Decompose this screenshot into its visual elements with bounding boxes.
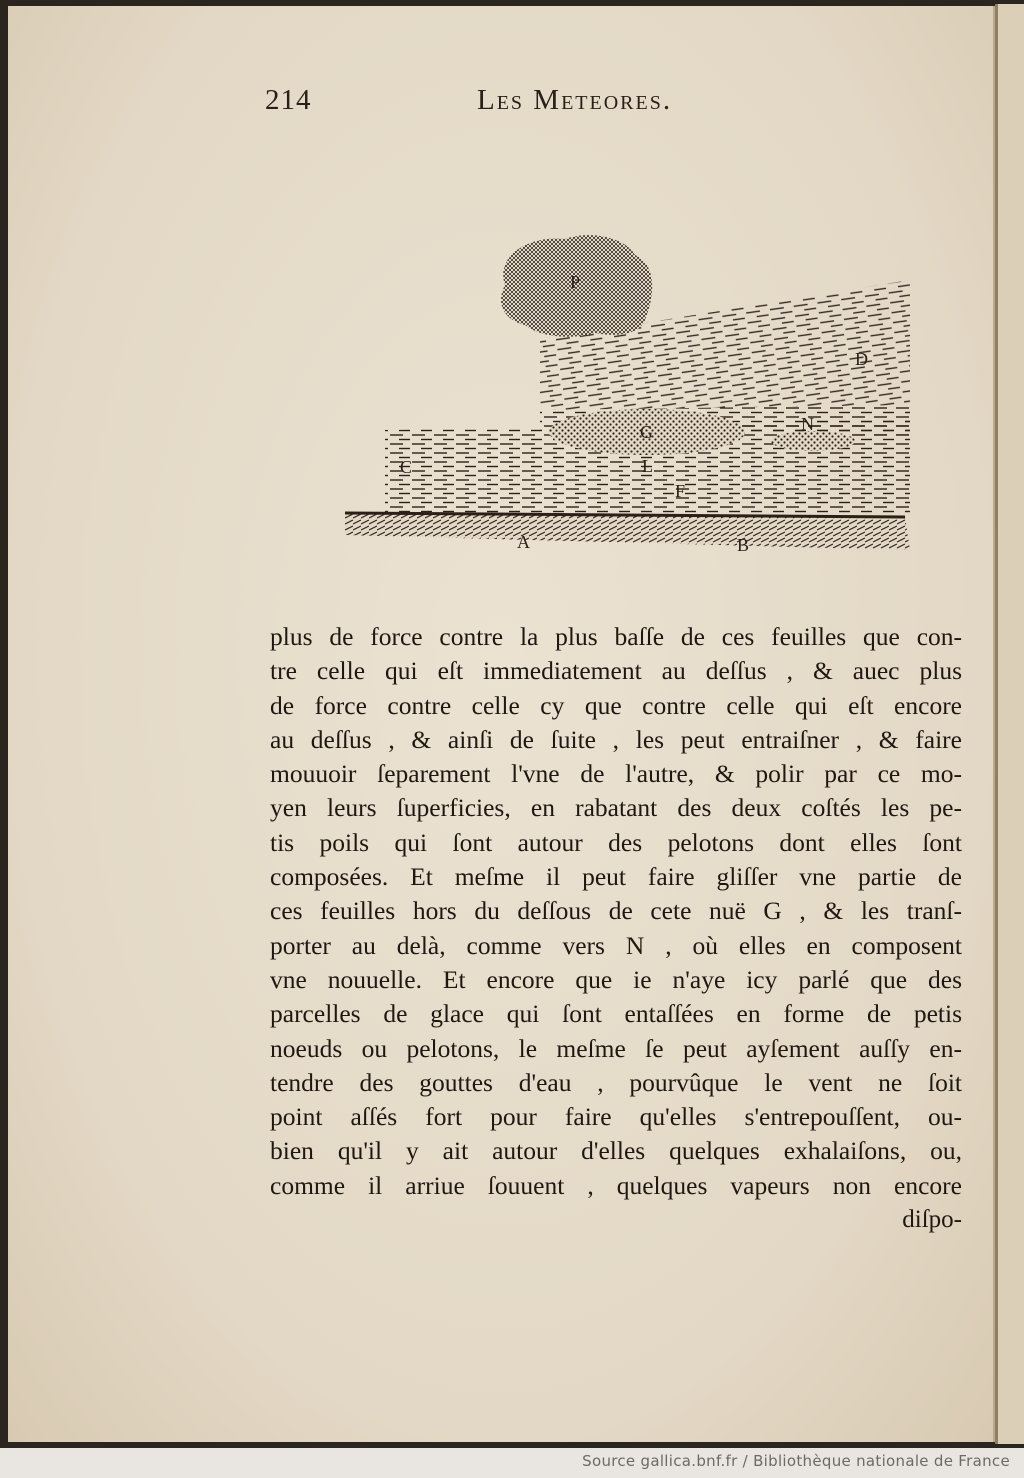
text-line: noeuds ou pelotons, le meſme ſe peut ayſement auſſy en- (270, 1033, 962, 1063)
text-line: parcelles de glace qui ſont entaſſées en forme de petis (270, 999, 962, 1029)
text-line: yen leurs ſuperficies, en rabatant des deux coſtés les pe- (270, 793, 962, 823)
label-b: B (737, 535, 750, 555)
label-a: A (517, 532, 530, 552)
text-line: plus de force contre la plus baſſe de ces feuilles que con- (270, 622, 962, 651)
source-credit: Source gallica.bnf.fr / Bibliothèque nationale de France (582, 1452, 1010, 1470)
page-header (265, 84, 965, 124)
catchword: diſpo- (902, 1206, 962, 1234)
label-d: D (855, 349, 868, 369)
text-line: comme il arriue ſouuent , quelques vapeurs non encore (270, 1170, 962, 1200)
text-line: tendre des gouttes d'eau , pourvûque le vent ne ſoit (270, 1067, 962, 1097)
text-line: composées. Et meſme il peut faire gliſſer vne partie de (270, 862, 962, 892)
source-bar (0, 1448, 1024, 1478)
text-line: porter au delà, comme vers N , où elles en composent (270, 930, 962, 960)
label-l: L (642, 456, 653, 476)
cloud-n (771, 431, 855, 451)
text-line: au deſſus , & ainſi de ſuite , les peut entraiſner , & faire (270, 724, 962, 754)
label-n: N (801, 414, 814, 434)
text-line: vne nouuelle. Et encore que ie n'aye icy parlé que des (270, 964, 962, 994)
page-number: 214 (265, 84, 312, 116)
label-f: F (675, 481, 686, 501)
text-line: tre celle qui eſt immediatement au deſſus , & auec plus (270, 656, 962, 686)
body-text (270, 620, 962, 1237)
facing-page-edge (995, 4, 1024, 1444)
meteor-figure (345, 225, 920, 565)
text-line: tis poils qui ſont autour des pelotons dont elles ſont (270, 827, 962, 857)
text-line: bien qu'il y ait autour d'elles quelques exhalaiſons, ou, (270, 1136, 962, 1166)
text-line: de force contre celle cy que contre celle qui eſt encore (270, 690, 962, 720)
text-line: ces feuilles hors du deſſous de cete nuë G , & les tranſ- (270, 896, 962, 926)
label-g: G (640, 422, 653, 442)
running-title: Les Meteores. (477, 84, 673, 116)
label-c: C (400, 457, 413, 477)
text-line: point aſſés fort pour faire qu'elles s'entrepouſſent, ou- (270, 1102, 962, 1132)
label-p: P (570, 272, 581, 292)
text-line: mouuoir ſeparement l'vne de l'autre, & polir par ce mo- (270, 759, 962, 789)
